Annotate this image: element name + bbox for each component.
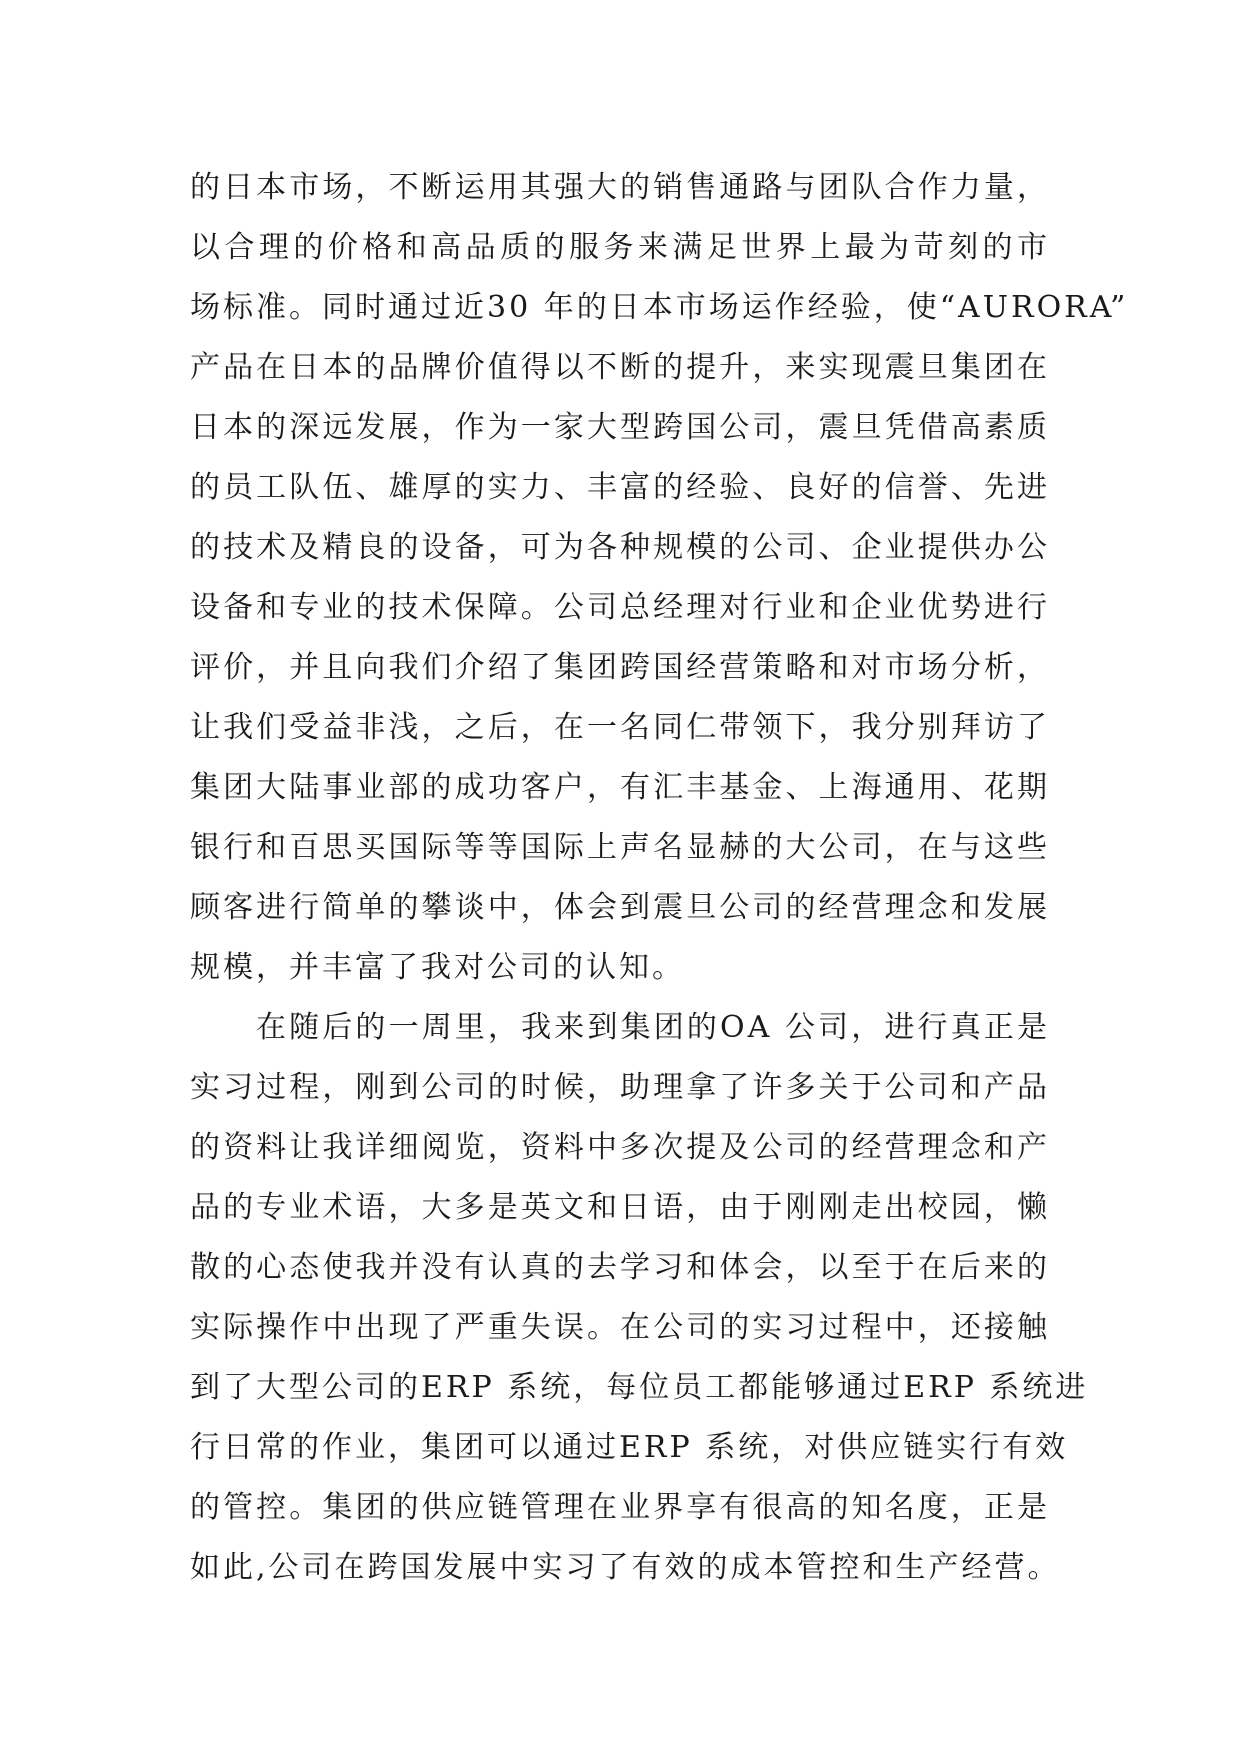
text-line: 到了大型公司的ERP 系统，每位员工都能够通过ERP 系统进 [190,1370,1089,1405]
text-line: 规模，并丰富了我对公司的认知。 [190,950,685,985]
paragraph-2 [190,998,1089,1598]
text-line: 设备和专业的技术保障。公司总经理对行业和企业优势进行 [190,590,1050,625]
text-line: 评价，并且向我们介绍了集团跨国经营策略和对市场分析， [190,650,1050,685]
text-line: 集团大陆事业部的成功客户，有汇丰基金、上海通用、花期 [190,770,1050,805]
text-line: 实习过程，刚到公司的时候，助理拿了许多关于公司和产品 [190,1070,1050,1105]
text-line: 场标准。同时通过近30 年的日本市场运作经验，使“AURORA” [190,290,1129,325]
text-line: 以合理的价格和高品质的服务来满足世界上最为苛刻的市 [190,230,1050,265]
text-line: 行日常的作业，集团可以通过ERP 系统，对供应链实行有效 [190,1430,1069,1465]
text-line: 的日本市场，不断运用其强大的销售通路与团队合作力量， [190,170,1050,205]
paragraph-1 [190,158,1129,998]
text-line: 如此,公司在跨国发展中实习了有效的成本管控和生产经营。 [190,1550,1061,1585]
text-line: 实际操作中出现了严重失误。在公司的实习过程中，还接触 [190,1310,1050,1345]
text-line: 让我们受益非浅，之后，在一名同仁带领下，我分别拜访了 [190,710,1050,745]
text-line: 的资料让我详细阅览，资料中多次提及公司的经营理念和产 [190,1130,1050,1165]
text-line: 散的心态使我并没有认真的去学习和体会，以至于在后来的 [190,1250,1050,1285]
text-line: 的管控。集团的供应链管理在业界享有很高的知名度，正是 [190,1490,1050,1525]
text-line: 顾客进行简单的攀谈中，体会到震旦公司的经营理念和发展 [190,890,1050,925]
text-line: 产品在日本的品牌价值得以不断的提升，来实现震旦集团在 [190,350,1050,385]
text-line: 的员工队伍、雄厚的实力、丰富的经验、良好的信誉、先进 [190,470,1050,505]
text-line: 在随后的一周里，我来到集团的OA 公司，进行真正是 [256,1010,1050,1045]
text-line: 日本的深远发展，作为一家大型跨国公司，震旦凭借高素质 [190,410,1050,445]
document-body [190,158,1129,1598]
text-line: 银行和百思买国际等等国际上声名显赫的大公司，在与这些 [190,830,1050,865]
text-line: 品的专业术语，大多是英文和日语，由于刚刚走出校园，懒 [190,1190,1050,1225]
text-line: 的技术及精良的设备，可为各种规模的公司、企业提供办公 [190,530,1050,565]
